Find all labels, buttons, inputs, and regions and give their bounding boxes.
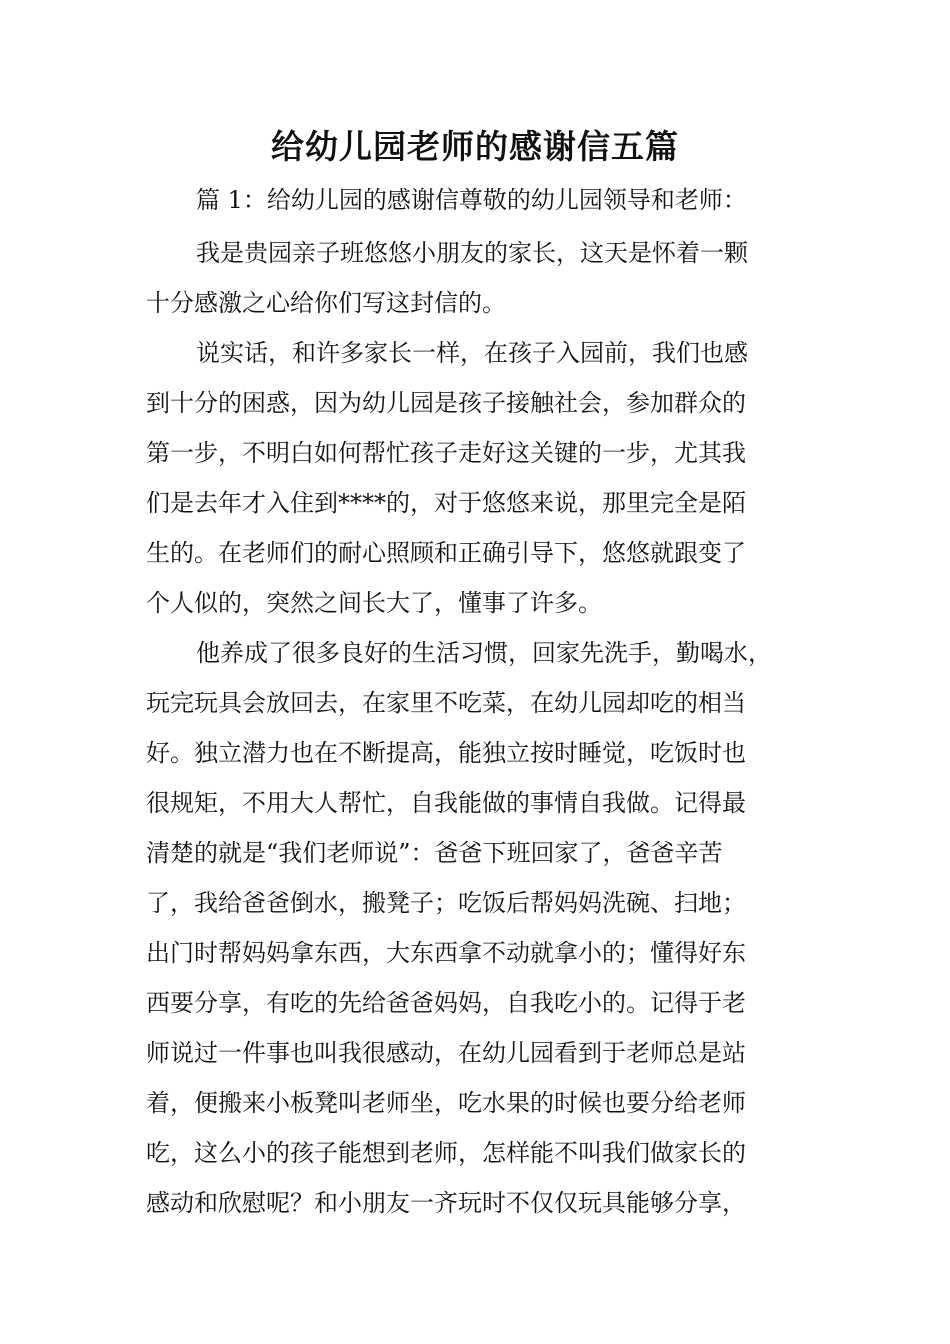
paragraph-line: 了，我给爸爸倒水，搬凳子；吃饭后帮妈妈洗碗、扫地； [146, 889, 746, 917]
paragraph-line: 生的。在老师们的耐心照顾和正确引导下，悠悠就跟变了 [146, 539, 746, 567]
paragraph-line: 说实话，和许多家长一样，在孩子入园前，我们也感 [196, 339, 748, 367]
paragraph [146, 628, 811, 1228]
paragraph-line: 清楚的就是“我们老师说”：爸爸下班回家了，爸爸辛苦 [146, 839, 723, 867]
paragraph-line: 到十分的困惑，因为幼儿园是孩子接触社会，参加群众的 [146, 389, 746, 417]
paragraph [146, 228, 811, 328]
paragraph-line: 第一步，不明白如何帮忙孩子走好这关键的一步，尤其我 [146, 439, 746, 467]
paragraph-line: 十分感激之心给你们写这封信的。 [146, 289, 506, 317]
paragraph-line: 师说过一件事也叫我很感动，在幼儿园看到于老师总是站 [146, 1039, 746, 1067]
paragraph-line: 个人似的，突然之间长大了，懂事了许多。 [146, 589, 602, 617]
paragraph-line: 我是贵园亲子班悠悠小朋友的家长，这天是怀着一颗 [196, 239, 748, 267]
paragraph-line: 着，便搬来小板凳叫老师坐，吃水果的时候也要分给老师 [146, 1089, 746, 1117]
paragraph-line: 好。独立潜力也在不断提高，能独立按时睡觉，吃饭时也 [146, 739, 746, 767]
paragraph-line: 吃，这么小的孩子能想到老师，怎样能不叫我们做家长的 [146, 1139, 746, 1167]
document-body [146, 228, 811, 1228]
paragraph [146, 328, 811, 628]
document-title: 给幼儿园老师的感谢信五篇 [271, 127, 679, 166]
document-subtitle: 篇 1：给幼儿园的感谢信尊敬的幼儿园领导和老师： [196, 186, 747, 214]
paragraph-line: 玩完玩具会放回去，在家里不吃菜，在幼儿园却吃的相当 [146, 689, 746, 717]
paragraph-line: 他养成了很多良好的生活习惯，回家先洗手，勤喝水， [196, 639, 772, 667]
paragraph-line: 出门时帮妈妈拿东西，大东西拿不动就拿小的；懂得好东 [146, 939, 746, 967]
paragraph-line: 感动和欣慰呢？和小朋友一齐玩时不仅仅玩具能够分享， [146, 1189, 746, 1217]
paragraph-line: 西要分享，有吃的先给爸爸妈妈，自我吃小的。记得于老 [146, 989, 746, 1017]
paragraph-line: 很规矩，不用大人帮忙，自我能做的事情自我做。记得最 [146, 789, 746, 817]
paragraph-line: 们是去年才入住到****的，对于悠悠来说，那里完全是陌 [146, 489, 746, 517]
